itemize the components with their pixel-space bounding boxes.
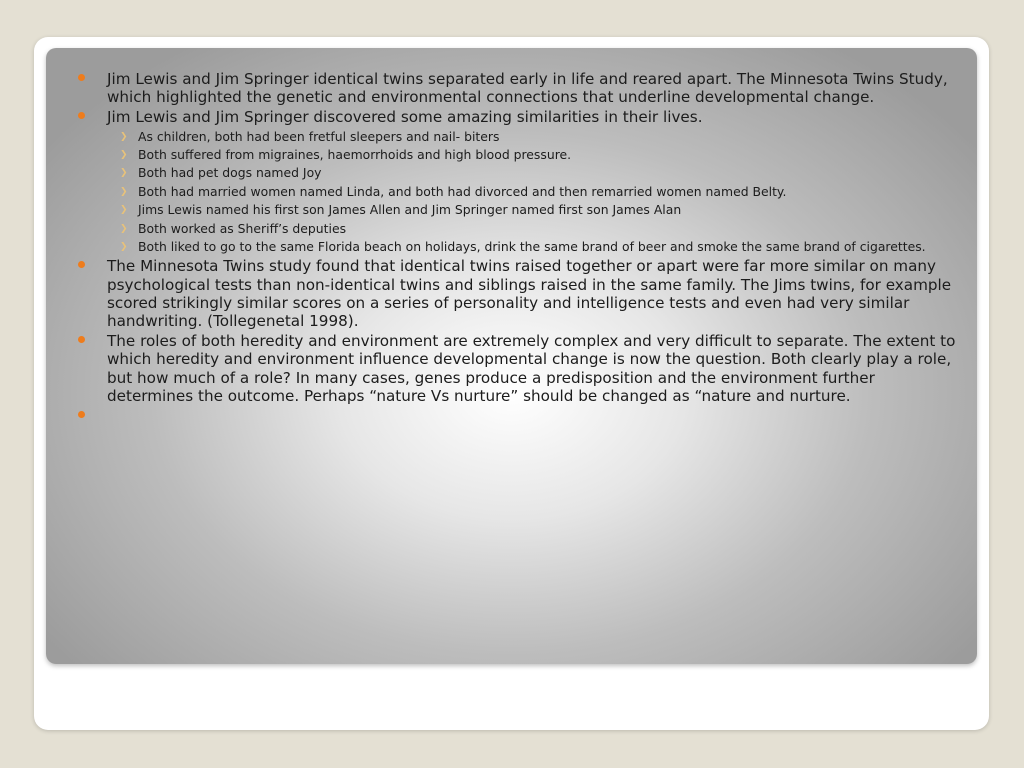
sub-bullet-item [120, 202, 957, 218]
sub-bullet-item [120, 238, 957, 255]
bullet-list [107, 70, 957, 427]
bullet-icon [78, 74, 85, 81]
sub-bullet-item [120, 183, 957, 200]
bullet-item [107, 70, 957, 106]
sub-bullet-text: Both liked to go to the same Florida beach on holidays, drink the same brand of beer and smoke the same brand of cigarettes. [138, 238, 926, 254]
sub-bullet-text: Jims Lewis named his first son James Allen and Jim Springer named first son James Alan [138, 202, 682, 218]
sub-bullet-item [120, 147, 957, 163]
chevron-right-icon: ❯ [120, 241, 128, 252]
sub-bullet-text: Both suffered from migraines, haemorrhoids and high blood pressure. [138, 147, 572, 162]
sub-bullet-item [120, 165, 957, 181]
chevron-right-icon: ❯ [120, 168, 128, 179]
bullet-icon [78, 411, 85, 418]
bullet-text: Jim Lewis and Jim Springer discovered some amazing similarities in their lives. [107, 108, 703, 127]
sub-bullet-text: Both had pet dogs named Joy [138, 165, 322, 181]
bullet-text: The roles of both heredity and environment are extremely complex and very difficult to separate. The extent to which heredity and environment influence developmental change is now the question. Both clearly play a role, but how much of a role? In many cases, genes produce a predisposition and the environment further determines the outcome. Perhaps “nature Vs nurture” should be changed as “nature and nurture. [107, 332, 956, 405]
bullet-text: The Minnesota Twins study found that identical twins raised together or apart were far more similar on many psychological tests than non-identical twins and siblings raised in the same family. The Jims twins, for example scored strikingly similar scores on a series of personality and intelligence tests and even had very similar handwriting. (Tollegenetal 1998). [107, 257, 952, 330]
sub-bullet-item [120, 220, 957, 237]
bullet-item-empty [107, 407, 957, 425]
bullet-item [107, 257, 957, 330]
sub-bullet-list [120, 128, 957, 255]
chevron-right-icon: ❯ [120, 205, 128, 216]
bullet-text: Jim Lewis and Jim Springer identical twins separated early in life and reared apart. The Minnesota Twins Study, which highlighted the genetic and environmental connections that underline developmental change. [107, 70, 948, 107]
chevron-right-icon: ❯ [120, 223, 128, 234]
sub-bullet-item [120, 128, 957, 145]
bullet-item [107, 332, 957, 405]
sub-bullet-text: Both had married women named Linda, and both had divorced and then remarried women named Belty. [138, 183, 787, 199]
sub-bullet-text: Both worked as Sheriff’s deputies [138, 220, 347, 236]
sub-bullet-text: As children, both had been fretful sleepers and nail- biters [138, 128, 500, 144]
chevron-right-icon: ❯ [120, 186, 128, 197]
bullet-item [107, 108, 957, 254]
chevron-right-icon: ❯ [120, 131, 128, 142]
chevron-right-icon: ❯ [120, 150, 128, 160]
